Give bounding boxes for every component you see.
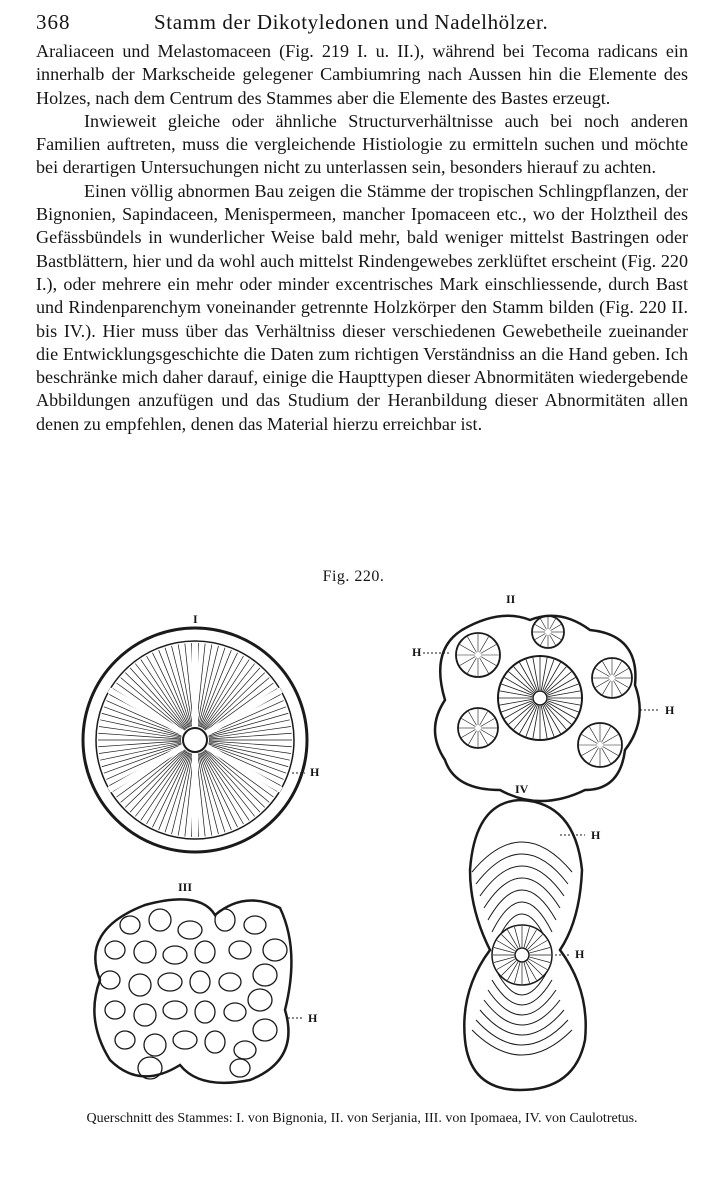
paragraph-2: Inwieweit gleiche oder ähnliche Structurverhältnisse auch bei noch anderen Familien auftreten, muss die vergleichende Histiologie zu ermitteln suchen und möchte bei derartigen Untersuchungen nicht zu unterlassen sein, besonders hierauf zu achten. (36, 110, 688, 178)
body-text (36, 40, 688, 436)
panel-iv-numeral: IV (515, 782, 529, 796)
figure-220 (0, 590, 707, 1100)
panel-iv-label-h2: H (575, 947, 585, 961)
panel-iii-numeral: III (178, 880, 193, 894)
panel-iii-vascular-islands (100, 909, 287, 1079)
running-title: Stamm der Dikotyledonen und Nadelhölzer. (154, 10, 549, 34)
figure-caption: Querschnitt des Stammes: I. von Bignonia, II. von Serjania, III. von Ipomaea, IV. von Caulotretus. (86, 1111, 638, 1126)
panel-i-drawing (83, 628, 307, 852)
panel-i-pith (183, 728, 207, 752)
figure-drawing (0, 590, 707, 1100)
panel-i-numeral: I (193, 612, 198, 626)
page-header (36, 8, 686, 38)
panel-iii-label-h: H (308, 1011, 318, 1025)
paragraph-3: Einen völlig abnormen Bau zeigen die Stämme der tropischen Schlingpflanzen, der Bignonien, Sapindaceen, Menispermeen, mancher Ipomaceen etc., wo der Holztheil des Gefässbündels in wunderlicher Weise bald mehr, bald weniger mittelst Bastringen oder Bastblättern, hier und da wohl auch mittelst Rindengewebes zerklüftet erscheint (Fig. 220 I.), oder mehrere ein mehr oder minder excentrisches Mark einschliessende, durch Bast und Rindenparenchym voneinander getrennte Holzkörper den Stamm bilden (Fig. 220 II. bis IV.). Hier muss über das Verhältniss dieser verschiedenen Gewebetheile zueinander die Entwicklungsgeschichte die Daten zum richtigen Verständniss an die Hand geben. Ich beschränke mich daher darauf, einige die Haupttypen dieser Abnormitäten wiedergebende Abbildungen anzufügen und das Studium der Heranbildung dieser Abnormitäten allen denen zu empfehlen, denen das Material hierzu erreichbar ist. (36, 180, 688, 434)
panel-ii-label-h2: H (665, 703, 675, 717)
panel-ii-label-h1: H (412, 645, 422, 659)
page-number: 368 (36, 10, 71, 34)
panel-ii-drawing (423, 616, 660, 801)
panel-iii-outline (94, 899, 291, 1082)
panel-ii-numeral: II (506, 592, 516, 606)
panel-iv-drawing (464, 800, 585, 1090)
panel-iv-label-h1: H (591, 828, 601, 842)
figure-title: Fig. 220. (322, 568, 385, 585)
panel-i-label-h: H (310, 765, 320, 779)
panel-iii-drawing (94, 899, 303, 1082)
paragraph-1: Araliaceen und Melastomaceen (Fig. 219 I. u. II.), während bei Tecoma radicans ein innerhalb der Markscheide gelegener Cambiumring nach Aussen hin die Elemente des Holzes, nach dem Centrum des Stammes aber die Elemente des Bastes erzeugt. (36, 41, 688, 108)
